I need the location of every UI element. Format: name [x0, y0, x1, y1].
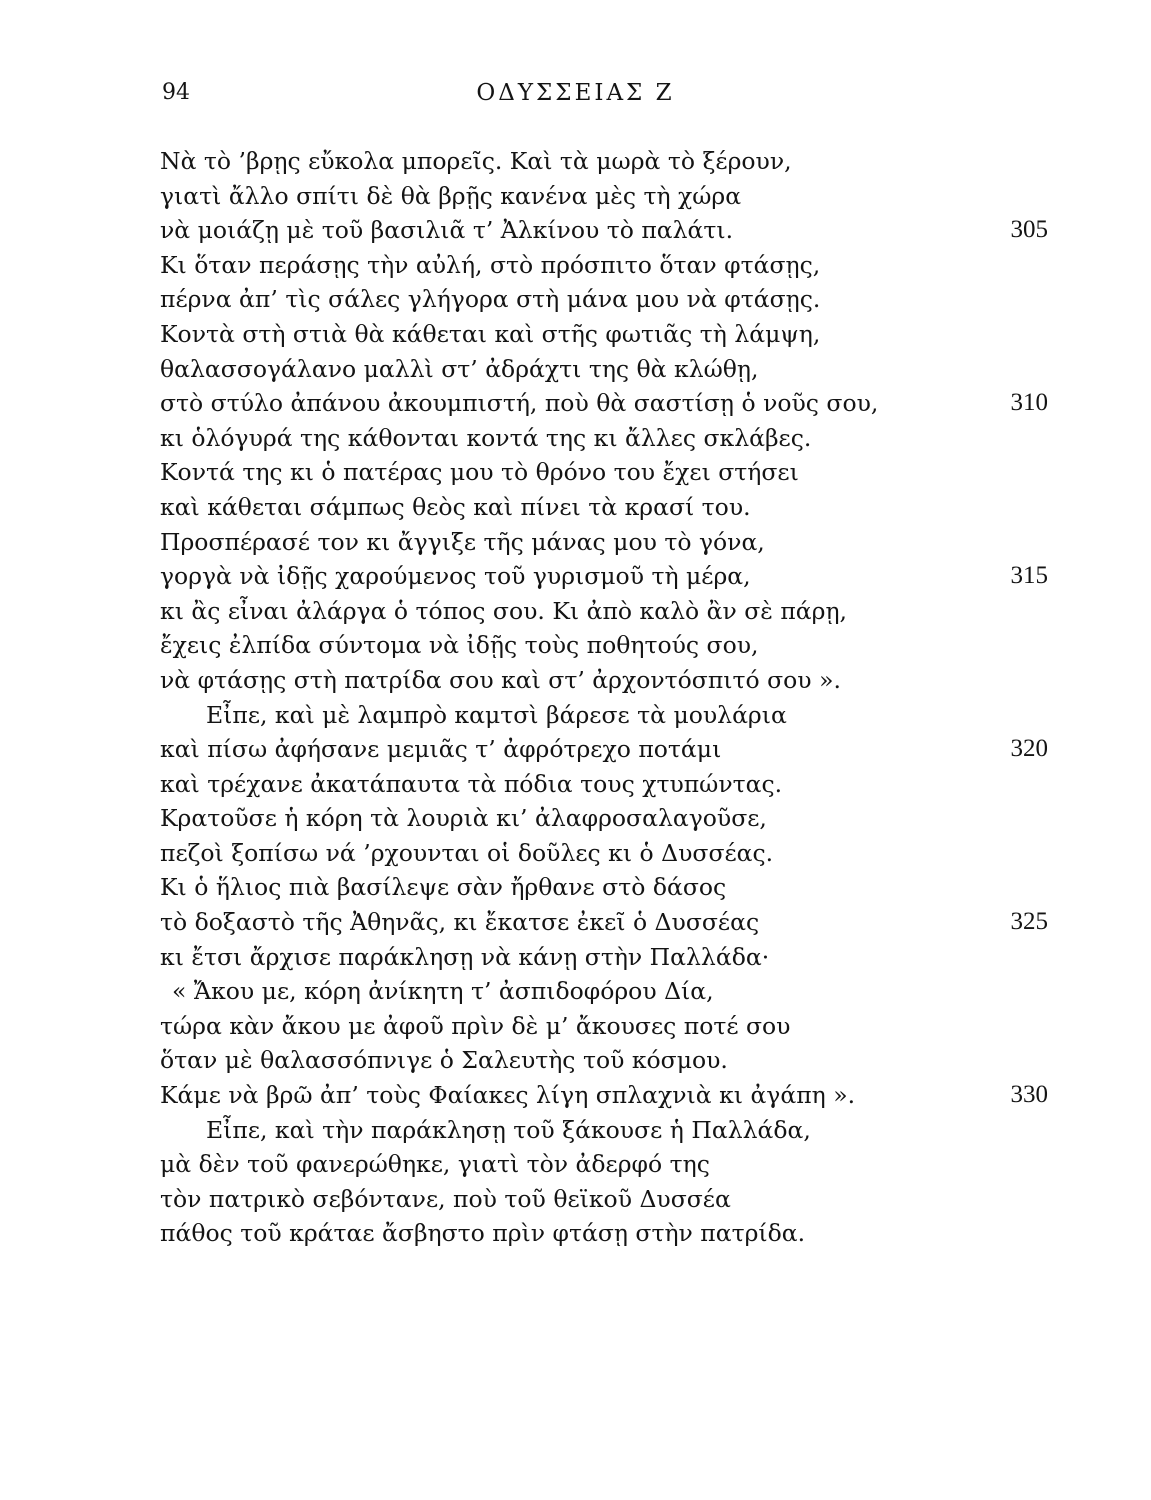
verse-text: κι ἔτσι ἄρχισε παράκλησῃ νὰ κάνῃ στὴν Παλλάδα·	[160, 942, 770, 971]
verse-text: Προσπέρασέ τον κι ἄγγιξε τῆς μάνας μου τὸ γόνα,	[160, 527, 765, 556]
verse-text: Εἶπε, καὶ τὴν παράκλησῃ τοῦ ξάκουσε ἡ Παλλάδα,	[206, 1115, 811, 1144]
verse-line	[160, 490, 1060, 525]
verse-text: νὰ φτάσῃς στὴ πατρίδα σου καὶ στ’ ἀρχοντόσπιτό σου ».	[160, 665, 841, 694]
verse-text: στὸ στύλο ἀπάνου ἀκουμπιστή, ποὺ θὰ σαστίσῃ ὁ νοῦς σου,	[160, 389, 879, 418]
running-head: ΟΔΥΣΣΕΙΑΣ Ζ	[476, 80, 675, 106]
verse-line	[160, 1078, 1060, 1113]
verse-line	[160, 974, 1060, 1009]
verse-line	[160, 870, 1060, 905]
verse-line	[160, 663, 1060, 698]
verse-line	[160, 317, 1060, 352]
page-number: 94	[162, 80, 190, 105]
verse-text: πεζοὶ ξοπίσω νά ’ρχουνται οἱ δοῦλες κι ὁ Δυσσέας.	[160, 838, 774, 867]
line-number: 310	[1010, 389, 1048, 417]
verse-line	[160, 767, 1060, 802]
verse-text: γιατὶ ἄλλο σπίτι δὲ θὰ βρῇς κανένα μὲς τὴ χώρα	[160, 181, 742, 210]
verse-line	[160, 421, 1060, 456]
verse-text: τὸ δοξαστὸ τῆς Ἀθηνᾶς, κι ἔκατσε ἐκεῖ ὁ Δυσσέας	[160, 908, 760, 937]
verse-line	[160, 628, 1060, 663]
verse-line	[160, 525, 1060, 560]
verse-text: « Ἄκου με, κόρη ἀνίκητη τ’ ἀσπιδοφόρου Δία,	[172, 977, 714, 1006]
verse-line	[160, 1009, 1060, 1044]
verse-line	[160, 144, 1060, 179]
verse-text: μὰ δὲν τοῦ φανερώθηκε, γιατὶ τὸν ἀδερφό της	[160, 1150, 710, 1179]
verse-line	[160, 352, 1060, 387]
verse-text: τὸν πατρικὸ σεβόντανε, ποὺ τοῦ θεϊκοῦ Δυσσέα	[160, 1184, 731, 1213]
verse-line	[160, 905, 1060, 940]
verse-text: Κρατοῦσε ἡ κόρη τὰ λουριὰ κι’ ἀλαφροσαλαγοῦσε,	[160, 804, 767, 833]
verse-text: τώρα κὰν ἄκου με ἀφοῦ πρὶν δὲ μ’ ἄκουσες ποτέ σου	[160, 1011, 791, 1040]
verse-text: καὶ πίσω ἀφήσανε μεμιᾶς τ’ ἀφρότρεχο ποτάμι	[160, 735, 722, 764]
line-number: 325	[1010, 908, 1048, 936]
verse-line	[160, 559, 1060, 594]
verse-line	[160, 1113, 1060, 1148]
verse-line	[160, 1043, 1060, 1078]
verse-line	[160, 801, 1060, 836]
poem-text	[160, 144, 1060, 1251]
verse-line	[160, 594, 1060, 629]
verse-line	[160, 248, 1060, 283]
line-number: 320	[1010, 735, 1048, 763]
verse-text: Εἶπε, καὶ μὲ λαμπρὸ καμτσὶ βάρεσε τὰ μουλάρια	[206, 700, 787, 729]
verse-line	[160, 1216, 1060, 1251]
verse-text: Κοντὰ στὴ στιὰ θὰ κάθεται καὶ στῆς φωτιᾶς τὴ λάμψη,	[160, 319, 821, 348]
verse-text: Κοντά της κι ὁ πατέρας μου τὸ θρόνο του ἔχει στήσει	[160, 458, 799, 487]
line-number: 315	[1010, 562, 1048, 590]
verse-text: ὅταν μὲ θαλασσόπνιγε ὁ Σαλευτὴς τοῦ κόσμου.	[160, 1046, 728, 1075]
line-number: 330	[1010, 1081, 1048, 1109]
verse-text: νὰ μοιάζῃ μὲ τοῦ βασιλιᾶ τ’ Ἀλκίνου τὸ παλάτι.	[160, 216, 734, 245]
verse-text: θαλασσογάλανο μαλλὶ στ’ ἀδράχτι της θὰ κλώθῃ,	[160, 354, 759, 383]
verse-text: καὶ τρέχανε ἀκατάπαυτα τὰ πόδια τους χτυπώντας.	[160, 769, 783, 798]
verse-text: πάθος τοῦ κράταε ἄσβηστο πρὶν φτάσῃ στὴν πατρίδα.	[160, 1219, 806, 1248]
verse-line	[160, 1182, 1060, 1217]
verse-text: πέρνα ἀπ’ τὶς σάλες γλήγορα στὴ μάνα μου νὰ φτάσῃς.	[160, 285, 821, 314]
verse-text: κι ἂς εἶναι ἀλάργα ὁ τόπος σου. Κι ἀπὸ καλὸ ἂν σὲ πάρῃ,	[160, 596, 848, 625]
verse-text: Κι ὅταν περάσῃς τὴν αὐλή, στὸ πρόσπιτο ὅταν φτάσῃς,	[160, 250, 821, 279]
verse-text: κι ὁλόγυρά της κάθονται κοντά της κι ἄλλες σκλάβες.	[160, 423, 812, 452]
line-number: 305	[1010, 216, 1048, 244]
verse-line	[160, 836, 1060, 871]
verse-text: Κάμε νὰ βρῶ ἀπ’ τοὺς Φαίακες λίγη σπλαχνιὰ κι ἀγάπη ».	[160, 1081, 856, 1110]
verse-text: Κι ὁ ἥλιος πιὰ βασίλεψε σὰν ἤρθανε στὸ δάσος	[160, 873, 727, 902]
verse-line	[160, 386, 1060, 421]
page-header	[0, 80, 1151, 116]
verse-line	[160, 455, 1060, 490]
verse-line	[160, 732, 1060, 767]
verse-line	[160, 940, 1060, 975]
verse-line	[160, 1147, 1060, 1182]
verse-text: καὶ κάθεται σάμπως θεὸς καὶ πίνει τὰ κρασί του.	[160, 492, 751, 521]
verse-text: ἔχεις ἐλπίδα σύντομα νὰ ἰδῇς τοὺς ποθητούς σου,	[160, 631, 759, 660]
verse-line	[160, 179, 1060, 214]
verse-line	[160, 698, 1060, 733]
verse-text: γοργὰ νὰ ἰδῇς χαρούμενος τοῦ γυρισμοῦ τὴ μέρα,	[160, 562, 751, 591]
verse-text: Νὰ τὸ ’βρῃς εὔκολα μπορεῖς. Καὶ τὰ μωρὰ τὸ ξέρουν,	[160, 147, 792, 175]
verse-line	[160, 213, 1060, 248]
verse-line	[160, 282, 1060, 317]
